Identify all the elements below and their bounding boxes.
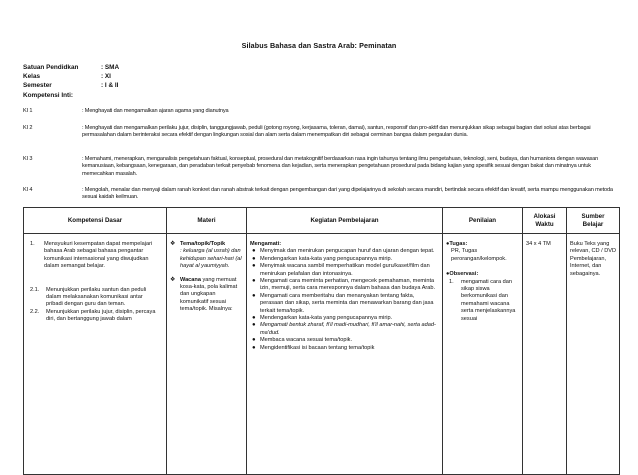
ki-code: KI 2 <box>23 125 33 131</box>
materi-item: ❖ Wacana yang memuat kosa-kata, pola kalimat dan ungkapan komunikatif sesuai tema/topik. Misalnya: <box>170 276 238 313</box>
ki-code: KI 3 <box>23 156 33 162</box>
materi-cell <box>167 234 247 475</box>
diamond-bullet-icon: ❖ <box>170 276 176 283</box>
bullet-icon: ● <box>252 263 256 270</box>
bullet-icon: ● <box>446 271 450 278</box>
kd-item: 1. Mensyukuri kesempatan dapat mempelajari bahasa Arab sebagai bahasa pengantar komunikasi internasional yang diwujudkan dalam semangat belajar. <box>30 241 153 270</box>
syllabus-table <box>23 207 620 475</box>
meta-label-kelas: Kelas <box>23 73 41 81</box>
bullet-icon: ● <box>252 337 256 344</box>
kegiatan-item: ● Mendengarkan kata-kata yang pengucapannya mirip. <box>252 315 393 322</box>
table-header-row <box>24 208 620 234</box>
bullet-icon: ● <box>446 241 450 247</box>
kegiatan-item: ● Mengidentifikasi isi bacaan tentang tema/topik <box>252 344 375 351</box>
bullet-icon: ● <box>252 255 256 262</box>
ki-code: KI 1 <box>23 108 33 114</box>
meta-value-kelas: : XI <box>101 73 111 81</box>
penilaian-cell <box>443 234 523 475</box>
kd-cell <box>24 234 167 475</box>
kegiatan-item: ● Mengamati bentuk zharaf, fi'il madi-mudhari, fi'il amar-nahi, serta adad-ma'dud. <box>252 322 436 336</box>
ki-text: : Memahami, menerapkan, menganalisis pengetahuan faktual, konseptual, prosedural dan metakognitif berdasarkan rasa ingin tahunya tentang ilmu pengetahuan, teknologi, seni, budaya, dan humaniora dengan wawasan kemanusiaan, kebangsaan, kenegaraan, dan peradaban terkait penyebab fenomena dan kejadian, serta menerapkan pengetahuan prosedural pada bidang kajian yang spesifik sesuai dengan bakat dan minatnya untuk memecahkan masalah. <box>82 156 599 177</box>
kegiatan-item: ● Menyimak dan menirukan pengucapan huruf dan ujaran dengan tepat. <box>252 248 435 255</box>
header-kompetensi-dasar: Kompetensi Dasar <box>24 208 167 234</box>
ki-text: : Menghayati dan mengamalkan ajaran agama yang dianutnya <box>82 108 229 114</box>
kegiatan-item: ● Mendengarkan kata-kata yang pengucapannya mirip. <box>252 255 393 262</box>
ki-text: : Menghayati dan mengamalkan perilaku jujur, disiplin, tanggungjawab, peduli (gotong royong, kerjasama, toleran, damai), santun, responsif dan pro-aktif dan menunjukkan sikap sebagai bagian dari solusi atas berbagai permasalahan dalam berinteraksi secara efektif dengan lingkungan sosial dan alam serta dalam menempatkan diri sebagai cerminan bangsa dalam pergaulan dunia. <box>82 125 591 139</box>
kegiatan-item: ● Mengamati cara meminta perhatian, mengecek pemahaman, meminta izin, memuji, serta cara meresponnya dalam bahasa dan budaya Arab. <box>252 278 436 292</box>
kegiatan-cell <box>247 234 443 475</box>
header-penilaian: Penilaian <box>443 208 523 234</box>
bullet-icon: ● <box>252 322 256 329</box>
meta-value-semester: : I & II <box>101 82 119 90</box>
syllabus-page: Silabus Bahasa dan Sastra Arab: Peminatan Satuan Pendidkan : SMA Kelas : XI Semester : I & II Kompetensi Inti: KI 1 : Menghayati dan mengamalkan ajaran agama yang dianutnya KI 2 : Menghayati dan mengamalkan perilaku jujur, disiplin, tanggungjawab, peduli (gotong royong, kerjasama, toleran, damai), santun, responsif dan pro-aktif dan menunjukkan sikap sebagai bagian dari solusi atas berbagai permasalahan dalam berinteraksi secara efektif dengan lingkungan sosial dan alam serta dalam menempatkan diri sebagai cerminan bangsa dalam pergaulan dunia. KI 3 : Memahami, menerapkan, menganalisis pengetahuan faktual, konseptual, prosedural dan metakognitif berdasarkan rasa ingin tahunya tentang ilmu pengetahuan, teknologi, seni, budaya, dan humaniora dengan wawasan kemanusiaan, kebangsaan, kenegaraan, dan peradaban terkait penyebab fenomena dan kejadian, serta menerapkan pengetahuan prosedural pada bidang kajian yang spesifik sesuai dengan bakat dan minatnya untuk memecahkan masalah. KI 4 : Mengolah, menalar dan menyaji dalam ranah konkret dan ranah abstrak terkait dengan pengembangan dari yang dipelajarinya di sekolah secara mandiri, bertindak secara efektif dan kreatif, serta mampu menggunakan metoda sesuai kaidah keilmuan. Kompetensi Dasar Materi Kegiatan Pembelajaran Penilaian Alokasi Waktu Sumber Belajar 1. Mensyukuri kesempatan dapat mempelajari bahasa Arab sebagai bahasa pengantar komunikasi internasional yang diwujudkan dalam semangat belajar. 2.1. Menunjukkan perilaku santun dan peduli dalam melaksanakan komunikasi antar pribadi dengan guru dan teman. 2.2. Menunjukkan perilaku jujur, disiplin, percaya diri, dan bertanggung jawab dalam ❖ Tema/topik/Topik : keluarga (al usrah) dan kehidupan sehari-hari (al hayat al yaumiyyah. ❖ Wacana yang memuat kosa-kata, pola kalimat dan ungkapan komunikatif sesuai tema/topik. Misalnya: Mengamati: ● Menyimak dan menirukan pengucapan huruf dan ujaran dengan tepat. ● Mendengarkan kata-kata yang pengucapannya mirip. ● Menyimak wacana sambil memperhatikan model guru/kaset/film dan menirukan pelafalan dan intonasinya. ● Mengamati cara meminta perhatian, mengecek pemahaman, meminta izin, memuji, serta cara meresponnya dalam bahasa dan budaya Arab. ● Mengamati cara memberitahu dan menanyakan tentang fakta, perasaan dan sikap, serta meminta dan menawarkan barang dan jasa terkait tema/topik. ● Mendengarkan kata-kata yang pengucapannya mirip. ● Mengamati bentuk zharaf, fi'il madi-mudhari, fi'il amar-nahi, serta adad-ma'dud. ● Membaca wacana sesuai tema/topik. ● Mengidentifikasi isi bacaan tentang tema/topik ●Tugas: PR, Tugas perorangan/kelompok. ●Observasi: 1. mengamati cara dan sikap siswa berkomunikasi dan memahami wacana serta menjelaskannya sesuai 34 x 4 TM Buku Teks yang relevan, CD / DVD Pembelajaran, Internet, dan sebagainya. <box>0 0 638 452</box>
penilaian-observasi: ●Observasi: 1. mengamati cara dan sikap siswa berkomunikasi dan memahami wacana serta menjelaskannya sesuai <box>446 271 516 322</box>
kegiatan-list <box>250 248 438 352</box>
penilaian-tugas: ●Tugas: PR, Tugas perorangan/kelompok. <box>446 241 507 262</box>
header-materi: Materi <box>167 208 247 234</box>
ki-code: KI 4 <box>23 187 33 193</box>
bullet-icon: ● <box>252 248 256 255</box>
meta-value-satuan: : SMA <box>101 64 120 71</box>
kegiatan-item: ● Mengamati cara memberitahu dan menanyakan tentang fakta, perasaan dan sikap, serta meminta dan menawarkan barang dan jasa terkait tema/topik. <box>252 292 434 314</box>
kegiatan-heading: Mengamati: <box>250 241 282 247</box>
bullet-icon: ● <box>252 292 256 299</box>
meta-label-satuan: Satuan Pendidkan <box>23 64 79 71</box>
ki-text: : Mengolah, menalar dan menyaji dalam ranah konkret dan ranah abstrak terkait dengan pengembangan dari yang dipelajarinya di sekolah secara mandiri, bertindak secara efektif dan kreatif, serta mampu menggunakan metoda sesuai kaidah keilmuan. <box>82 187 613 201</box>
materi-item: ❖ Tema/topik/Topik : keluarga (al usrah) dan kehidupan sehari-hari (al hayat al yaumiyyah. <box>170 241 242 270</box>
header-kegiatan: Kegiatan Pembelajaran <box>247 208 443 234</box>
page-title: Silabus Bahasa dan Sastra Arab: Peminatan <box>241 41 397 50</box>
kd-item: 2.1. Menunjukkan perilaku santun dan peduli dalam melaksanakan komunikasi antar pribadi dengan guru dan teman. <box>30 286 147 308</box>
bullet-icon: ● <box>252 278 256 285</box>
bullet-icon: ● <box>252 315 256 322</box>
kd-item: 2.2. Menunjukkan perilaku jujur, disiplin, percaya diri, dan bertanggung jawab dalam <box>30 308 156 323</box>
bullet-icon: ● <box>252 344 256 351</box>
header-alokasi: Alokasi Waktu <box>523 208 567 234</box>
kegiatan-item: ● Menyimak wacana sambil memperhatikan model guru/kaset/film dan menirukan pelafalan dan intonasinya. <box>252 263 430 277</box>
header-sumber: Sumber Belajar <box>567 208 620 234</box>
sumber-cell: Buku Teks yang relevan, CD / DVD Pembelajaran, Internet, dan sebagainya. <box>567 234 620 475</box>
meta-label-semester: Semester <box>23 82 52 90</box>
diamond-bullet-icon: ❖ <box>170 241 176 247</box>
table-row <box>24 234 620 475</box>
alokasi-cell: 34 x 4 TM <box>523 234 567 475</box>
kegiatan-item: ● Membaca wacana sesuai tema/topik. <box>252 337 353 344</box>
